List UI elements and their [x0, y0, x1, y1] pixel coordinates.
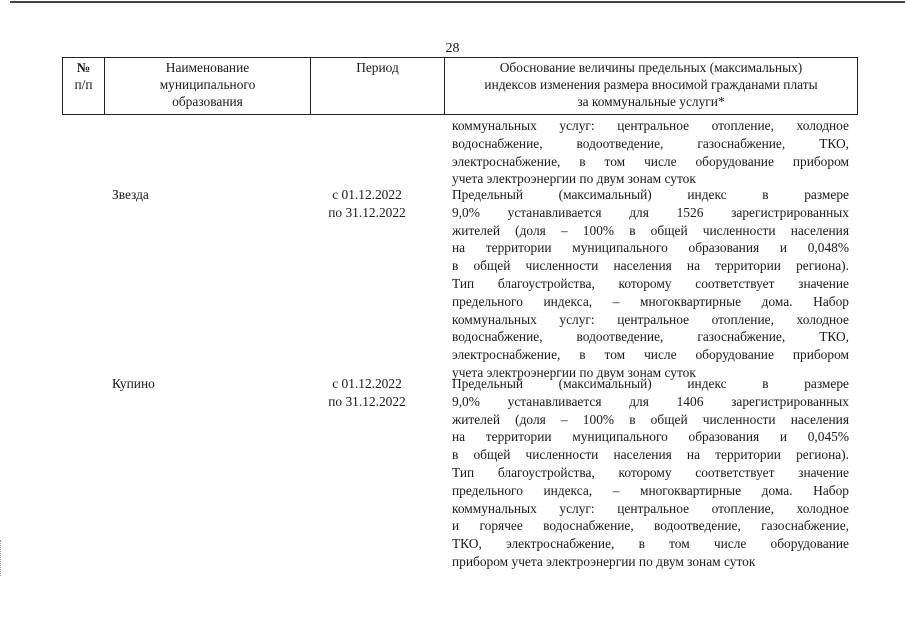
text-line: жителей (доля – 100% в общей численности населения: [452, 411, 849, 427]
text-line: на территории муниципального образования и 0,045%: [452, 429, 849, 445]
text-line: предельного индекса, – многоквартирные дома. Набор: [452, 482, 849, 498]
text-line: учета электроэнергии по двум зонам суток: [452, 171, 696, 187]
header-text-line: образования: [172, 94, 243, 109]
period: [322, 186, 412, 222]
period-end: по 31.12.2022: [328, 393, 406, 409]
text-line: водоснабжение, водоотведение, газоснабжение, ТКО,: [452, 135, 849, 151]
municipality-name: Звезда: [112, 187, 149, 202]
text-line: в общей численности населения на территории региона).: [452, 258, 849, 274]
header-text-line: п/п: [74, 77, 93, 92]
scan-margin-artifact: [0, 540, 5, 576]
header-col-justification: [445, 59, 857, 110]
municipality-name: Купино: [112, 376, 155, 391]
text-line: Предельный (максимальный) индекс в размере: [452, 187, 849, 202]
header-col-municipality: [105, 59, 310, 110]
header-text-line: Наименование: [165, 60, 250, 75]
text-line: коммунальных услуг: центральное отопление, холодное: [452, 118, 849, 133]
header-col-period: [311, 59, 444, 76]
header-text-line: Обоснование величины предельных (максимальных): [499, 60, 803, 75]
header-text-line: за коммунальные услуги*: [577, 94, 725, 109]
text-line: коммунальных услуг: центральное отопление, холодное: [452, 311, 849, 327]
header-text-line: Период: [356, 60, 399, 75]
text-line: на территории муниципального образования и 0,048%: [452, 240, 849, 256]
top-border-rule: [10, 1, 905, 3]
header-text-line: муниципального: [159, 77, 256, 92]
text-line: предельного индекса, – многоквартирные дома. Набор: [452, 293, 849, 309]
continuation-text: [452, 117, 849, 188]
text-line: жителей (доля – 100% в общей численности населения: [452, 222, 849, 238]
text-line: 9,0% устанавливается для 1526 зарегистрированных: [452, 204, 849, 220]
header-text-line: индексов изменения размера вносимой гражданами платы: [484, 77, 818, 92]
text-line: электроснабжение, в том числе оборудование прибором: [452, 153, 849, 169]
page-number: 28: [445, 41, 460, 56]
text-line: водоснабжение, водоотведение, газоснабжение, ТКО,: [452, 329, 849, 345]
text-line: Тип благоустройства, которому соответствует значение: [452, 275, 849, 291]
period-start: с 01.12.2022: [332, 187, 402, 202]
period: [322, 375, 412, 411]
justification-text: [452, 186, 849, 382]
header-text-line: №: [76, 60, 91, 75]
header-col-number: [63, 59, 104, 93]
text-line: в общей численности населения на территории региона).: [452, 447, 849, 463]
text-line: учета электроэнергии по двум зонам суток: [452, 364, 696, 380]
period-start: с 01.12.2022: [332, 376, 402, 391]
text-line: прибором учета электроэнергии по двум зонам суток: [452, 553, 756, 569]
header-border-right: [857, 57, 858, 114]
text-line: 9,0% устанавливается для 1406 зарегистрированных: [452, 393, 849, 409]
period-end: по 31.12.2022: [328, 204, 406, 220]
text-line: и горячее водоснабжение, водоотведение, газоснабжение,: [452, 518, 849, 534]
text-line: электроснабжение, в том числе оборудование прибором: [452, 347, 849, 363]
text-line: Тип благоустройства, которому соответствует значение: [452, 464, 849, 480]
justification-text: [452, 375, 849, 571]
text-line: Предельный (максимальный) индекс в размере: [452, 376, 849, 391]
text-line: ТКО, электроснабжение, в том числе оборудование: [452, 536, 849, 552]
text-line: коммунальных услуг: центральное отопление, холодное: [452, 500, 849, 516]
header-top-border: [62, 57, 858, 58]
table-header: [62, 57, 858, 115]
